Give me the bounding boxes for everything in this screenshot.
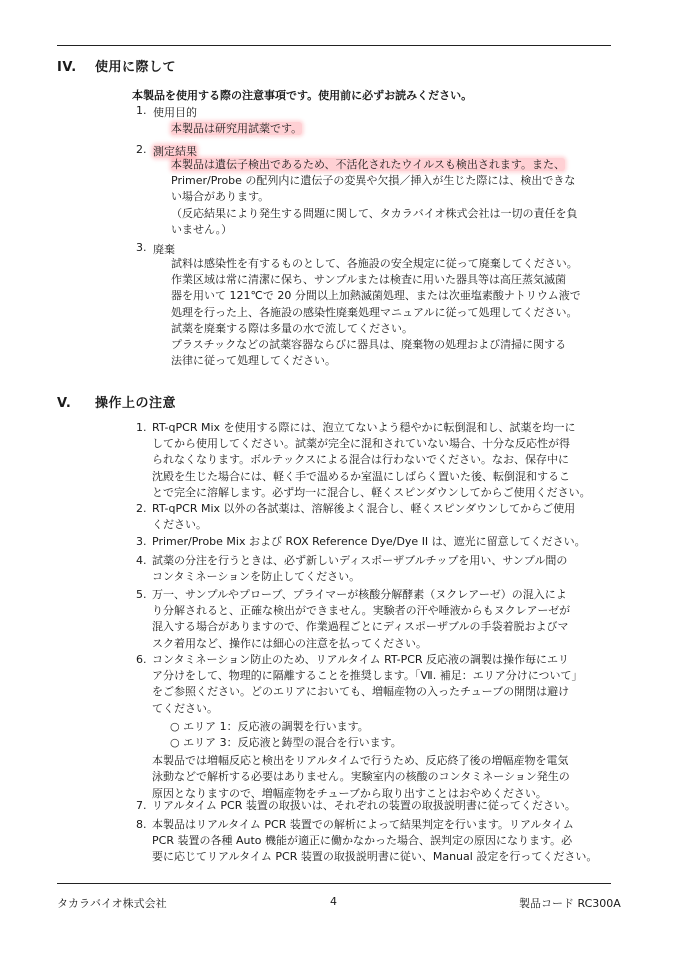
iv-item-1-heading: 使用目的: [153, 106, 197, 119]
section-4-intro: 本製品を使用する際の注意事項です。使用前に必ずお読みください。: [132, 89, 473, 102]
footer-company: タカラバイオ株式会社: [57, 897, 167, 910]
area-line: ○ エリア 1：反応液の調製を行います。: [170, 719, 369, 733]
item-6-note-line: 原因となりますので、増幅産物をチューブから取り出すことはおやめください。: [152, 786, 547, 800]
highlight-mark: 本製品は研究用試薬です。: [171, 122, 303, 135]
v-item-line: 混入する場合がありますので、作業過程ごとにディスポーザブルの手袋着脱およびマ: [152, 620, 569, 634]
v-item-line: スク着用など、操作には細心の注意を払ってください。: [152, 636, 427, 650]
highlight-mark: 測定結果: [153, 145, 197, 158]
footer-rule: [57, 883, 611, 884]
area-line: ○ エリア 3：反応液と鋳型の混合を行います。: [170, 736, 402, 750]
v-item-number: 6.: [136, 653, 147, 666]
v-item-number: 7.: [136, 799, 147, 812]
iv-item-3-heading: 廃棄: [153, 243, 175, 256]
v-item-line: とで完全に溶解します。必ず均一に混合し、軽くスピンダウンしてからご使用ください。: [152, 485, 591, 499]
v-item-line: RT-qPCR Mix 以外の各試薬は、溶解後よく混合し、軽くスピンダウンしてからご使用: [152, 502, 576, 515]
v-item-line: リアルタイム PCR 装置の取扱いは、それぞれの装置の取扱説明書に従ってください。: [152, 799, 576, 812]
v-item-number: 8.: [136, 818, 147, 831]
v-item-number: 4.: [136, 554, 147, 567]
top-rule: [57, 45, 611, 46]
v-item-number: 3.: [136, 535, 147, 548]
section-5-title: 操作上の注意: [95, 396, 177, 411]
v-item-line: られなくなります。ボルテックスによる混合は行わないでください。なお、保存中に: [152, 453, 570, 467]
iv-item-1-line: [171, 121, 611, 137]
iv-item-3-line: 法律に従って処理してください。: [171, 354, 336, 368]
v-item-line: 万一、サンプルやプローブ、プライマーが核酸分解酵素（ヌクレアーゼ）の混入によ: [152, 588, 567, 601]
item-6-note-line: 泳動などで解析する必要はありません。実験室内の核酸のコンタミネーション発生の: [152, 770, 570, 784]
section-5-heading: [57, 392, 176, 411]
iv-item-3-line: 作業区域は常に清潔に保ち、サンプルまたは検査に用いた器具等は高圧蒸気滅菌: [171, 273, 567, 287]
iv-item-2-line: Primer/Probe の配列内に遺伝子の変異や欠損／挿入が生じた際には、検出できな: [171, 174, 576, 188]
page-number: 4: [330, 895, 337, 908]
v-item-line: り分解されると、正確な検出ができません。実験者の汗や唾液からもヌクレアーゼが: [152, 604, 571, 618]
v-item-line: てください。: [152, 701, 218, 715]
v-item-line: 沈殿を生じた場合には、軽く手で温めるか室温にしばらく置いた後、転倒混和するこ: [152, 469, 570, 483]
v-item-line: 試薬の分注を行うときは、必ず新しいディスポーザブルチップを用い、サンプル間の: [152, 554, 568, 567]
section-4-heading: [57, 56, 176, 75]
v-item-line: Primer/Probe Mix および ROX Reference Dye/Dye II は、遮光に留意してください。: [152, 535, 586, 548]
iv-item-2-line: [171, 157, 611, 173]
iv-item-1-number: 1.: [136, 104, 147, 117]
iv-item-2-line: いません。）: [171, 222, 233, 236]
iv-item-3-line: 処理を行った上、各施設の感染性廃棄処理マニュアルに従って処理してください。: [171, 305, 578, 319]
iv-item-3-line: 器を用いて 121℃で 20 分間以上加熱滅菌処理、または次亜塩素酸ナトリウム液で: [171, 289, 581, 303]
v-item-line: してから使用してください。試薬が完全に混和されていない場合、十分な反応性が得: [152, 437, 570, 451]
section-4-title: 使用に際して: [95, 60, 177, 75]
v-item-line: PCR 装置の各種 Auto 機能が適正に働かなかった場合、誤判定の原因になります。必: [152, 834, 573, 848]
iv-item-3-body: [171, 256, 611, 369]
v-item-line: ください。: [152, 518, 207, 532]
highlight-mark: 本製品は遺伝子検出であるため、不活化されたウイルスも検出されます。また、: [171, 158, 566, 171]
section-4-number: IV.: [57, 60, 77, 75]
iv-item-2-line: （反応結果により発生する問題に関して、タカラバイオ株式会社は一切の責任を負: [171, 206, 578, 220]
item-6-note-line: 本製品では増幅反応と検出をリアルタイムで行うため、反応終了後の増幅産物を電気: [152, 754, 569, 768]
product-code: 製品コード RC300A: [519, 897, 621, 910]
v-item-line: 本製品はリアルタイム PCR 装置での解析によって結果判定を行います。リアルタイム: [152, 818, 574, 831]
v-item-number: 5.: [136, 588, 147, 601]
iv-item-2-body: [171, 157, 611, 238]
section-5-number: V.: [57, 396, 72, 411]
v-item-line: コンタミネーションを防止してください。: [152, 570, 361, 584]
v-item-line: ア分けをして、物理的に隔離することを推奨します。「Ⅶ. 補足：エリア分けについて」: [152, 669, 583, 683]
iv-item-2-number: 2.: [136, 143, 147, 156]
iv-item-1-body: [171, 121, 611, 137]
v-item-line: RT-qPCR Mix を使用する際には、泡立てないよう穏やかに転倒混和し、試薬を均一に: [152, 421, 576, 434]
v-item-number: 1.: [136, 421, 147, 434]
iv-item-2-line: い場合があります。: [171, 190, 270, 204]
v-item-number: 2.: [136, 502, 147, 515]
iv-item-3-line: 試料は感染性を有するものとして、各施設の安全規定に従って廃棄してください。: [171, 257, 578, 270]
iv-item-3-number: 3.: [136, 241, 147, 254]
v-item-line: コンタミネーション防止のため、リアルタイム RT-PCR 反応液の調製は操作毎にエリ: [152, 653, 570, 666]
v-item-line: 要に応じてリアルタイム PCR 装置の取扱説明書に従い、Manual 設定を行ってください。: [152, 850, 598, 864]
iv-item-3-line: プラスチックなどの試薬容器ならびに器具は、廃棄物の処理および清掃に関する: [171, 338, 567, 352]
v-item-line: をご参照ください。どのエリアにおいても、増幅産物の入ったチューブの開閉は避け: [152, 685, 570, 699]
iv-item-3-line: 試薬を廃棄する際は多量の水で流してください。: [171, 321, 413, 335]
